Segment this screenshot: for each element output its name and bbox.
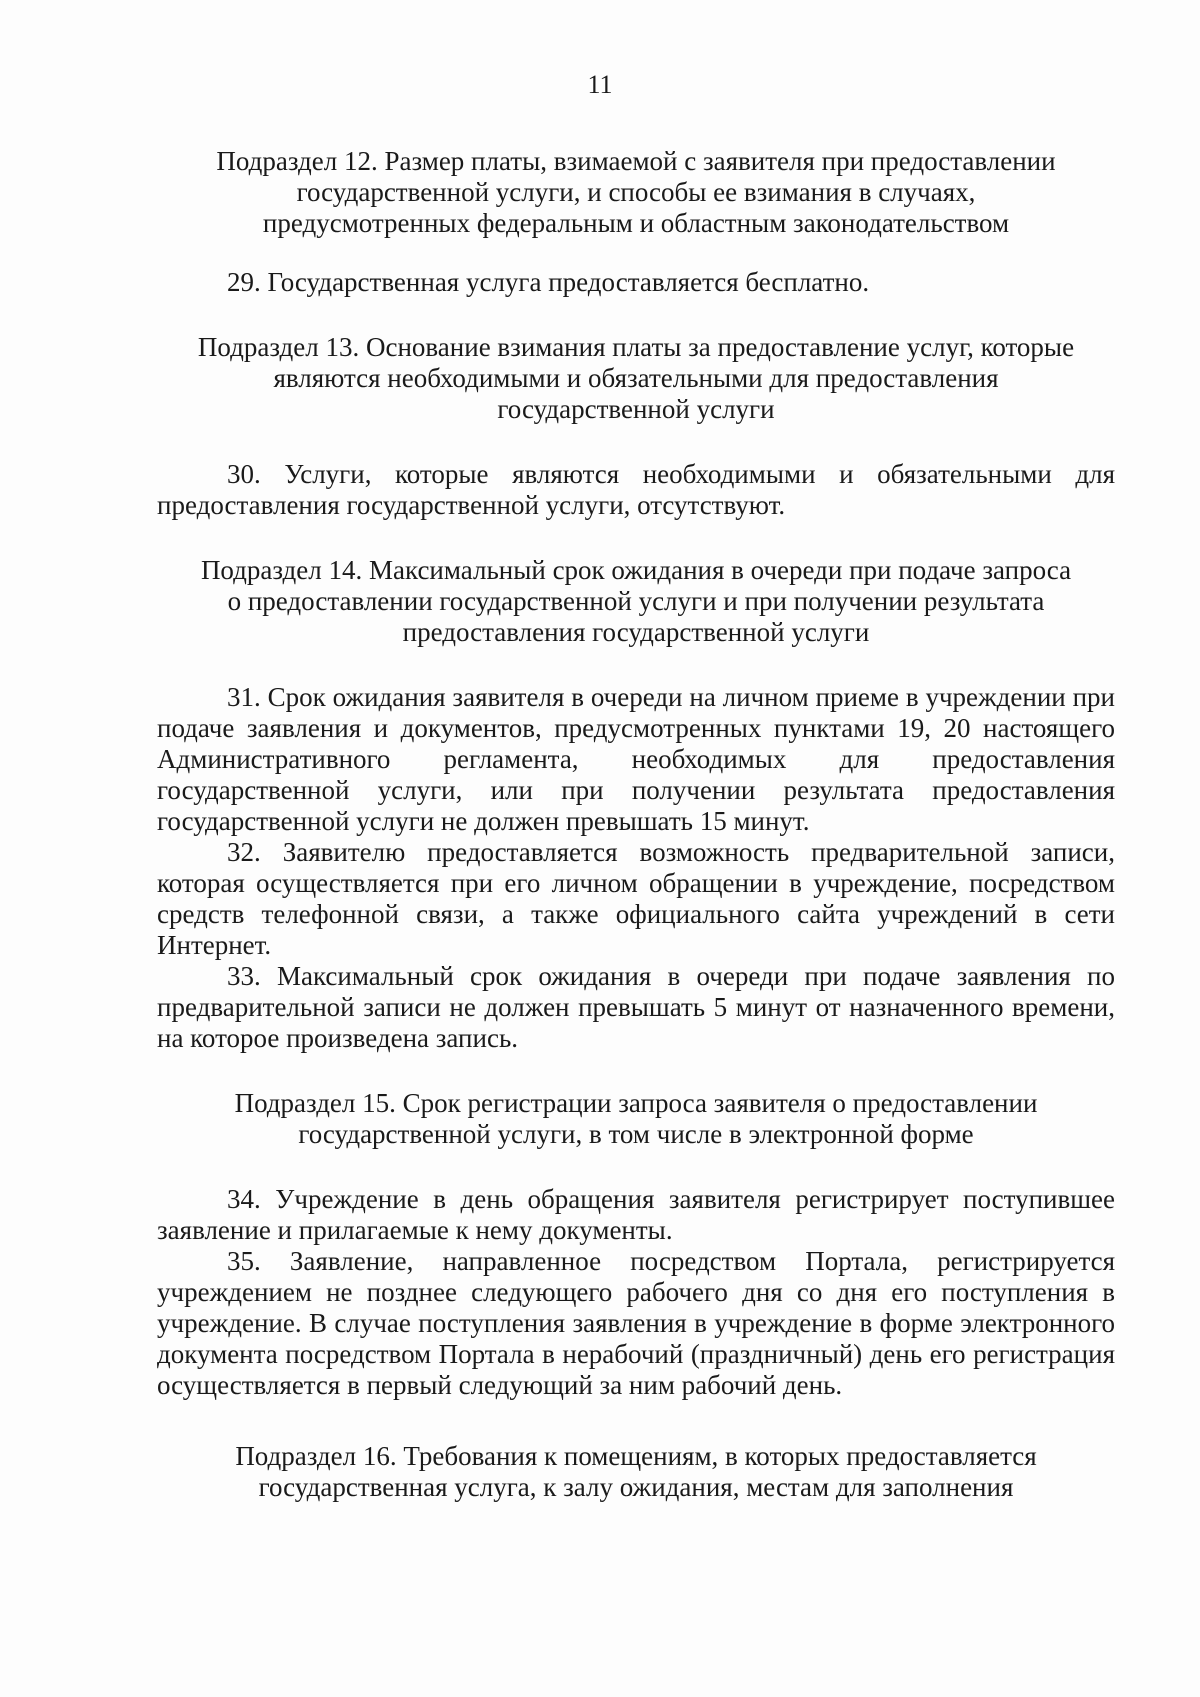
paragraph-31: 31. Срок ожидания заявителя в очереди на личном приеме в учреждении при подаче заявления и документов, предусмотренных пунктами 19, 20 настоящего Административного регламента, необходимых для предоставления государственной услуги, или при получении результата предоставления государственной услуги не должен превышать 15 минут. <box>157 682 1115 836</box>
document-body <box>157 146 1115 1503</box>
section-heading-14: Подраздел 14. Максимальный срок ожидания в очереди при подаче запроса о предоставлении государственной услуги и при получении результата предоставления государственной услуги <box>200 555 1072 647</box>
paragraph-30: 30. Услуги, которые являются необходимыми и обязательными для предоставления государственной услуги, отсутствуют. <box>157 459 1115 520</box>
paragraph-35: 35. Заявление, направленное посредством Портала, регистрируется учреждением не позднее следующего рабочего дня со дня его поступления в учреждение. В случае поступления заявления в учреждение в форме электронного документа посредством Портала в нерабочий (праздничный) день его регистрация осуществляется в первый следующий за ним рабочий день. <box>157 1246 1115 1400</box>
page-number: 11 <box>587 70 613 99</box>
paragraph-34: 34. Учреждение в день обращения заявителя регистрирует поступившее заявление и прилагаемые к нему документы. <box>157 1184 1115 1245</box>
paragraph-29: 29. Государственная услуга предоставляется бесплатно. <box>227 267 870 297</box>
section-heading-13: Подраздел 13. Основание взимания платы за предоставление услуг, которые являются необходимыми и обязательными для предоставления государственной услуги <box>197 332 1075 424</box>
section-heading-16: Подраздел 16. Требования к помещениям, в которых предоставляется государственная услуга, к залу ожидания, местам для заполнения <box>235 1441 1037 1502</box>
section-heading-15: Подраздел 15. Срок регистрации запроса заявителя о предоставлении государственной услуги, в том числе в электронной форме <box>234 1088 1038 1149</box>
paragraph-32: 32. Заявителю предоставляется возможность предварительной записи, которая осуществляется при его личном обращении в учреждение, посредством средств телефонной связи, а также официального сайта учреждений в сети Интернет. <box>157 837 1115 960</box>
paragraph-33: 33. Максимальный срок ожидания в очереди при подаче заявления по предварительной записи не должен превышать 5 минут от назначенного времени, на которое произведена запись. <box>157 961 1115 1053</box>
section-heading-12: Подраздел 12. Размер платы, взимаемой с заявителя при предоставлении государственной услуги, и способы ее взимания в случаях, предусмотренных федеральным и областным законодательством <box>216 146 1056 238</box>
